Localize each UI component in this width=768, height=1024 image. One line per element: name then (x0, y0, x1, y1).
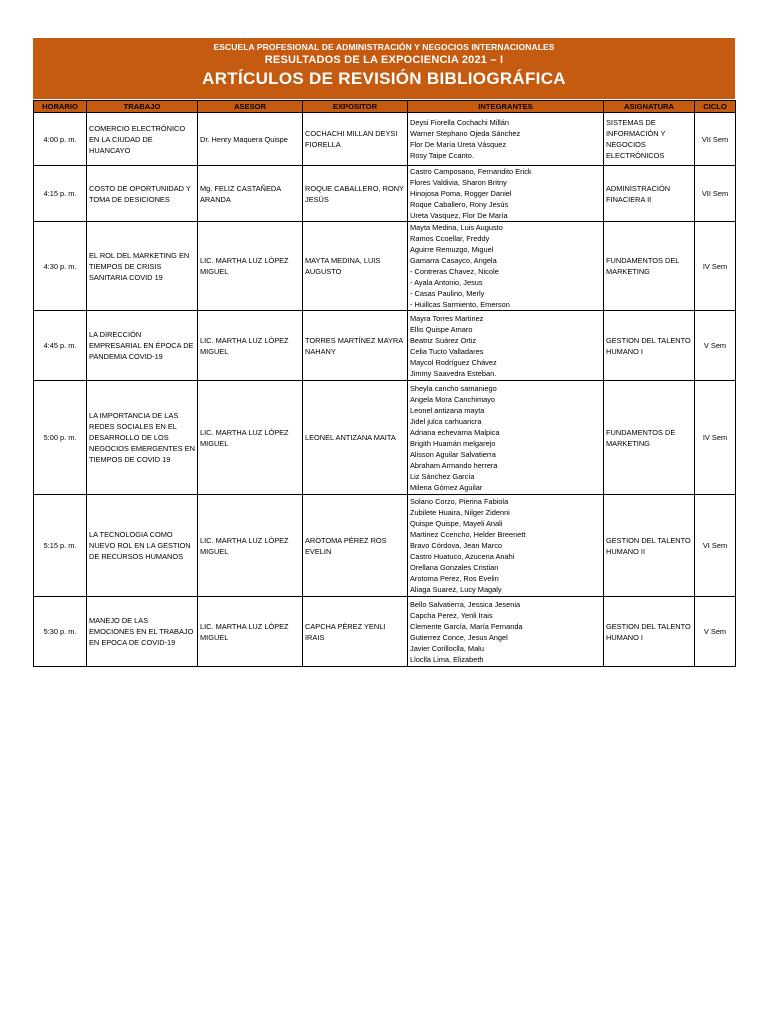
ciclo-cell: V Sem (695, 597, 736, 667)
asignatura-cell: FUNDAMENTOS DE MARKETING (604, 381, 695, 495)
horario-cell: 5:00 p. m. (34, 381, 87, 495)
member-name: Quispe Quispe, Mayeli Anali (410, 519, 503, 528)
table-row (34, 381, 736, 495)
member-name: Deysi Fiorella Cochachi Millán (410, 118, 509, 127)
horario-cell: 4:15 p. m. (34, 166, 87, 222)
member-name: Sheyla cancho samaniego (410, 383, 497, 393)
col-header-ciclo: CICLO (695, 101, 736, 113)
member-name: - Contreras Chavez, Nicole (410, 267, 499, 276)
asesor-cell: LIC. MARTHA LUZ LÓPEZ MIGUEL (198, 222, 303, 311)
member-name: Hinojosa Poma, Rogger Daniel (410, 189, 512, 198)
asesor-cell: Dr. Henry Maquera Quispe (198, 113, 303, 166)
integrantes-cell (408, 597, 604, 667)
asesor-cell: LIC. MARTHA LUZ LÓPEZ MIGUEL (198, 597, 303, 667)
expositor-cell: CAPCHA PÉREZ YENLI IRAIS (303, 597, 408, 667)
member-name: Javier Corilloclla, Malu (410, 643, 484, 653)
member-name: - Ayala Antonio, Jesus (410, 278, 483, 287)
table-row (34, 597, 736, 667)
member-name: Flor De María Ureta Vásquez (410, 140, 507, 149)
asignatura-cell: GESTION DEL TALENTO HUMANO I (604, 597, 695, 667)
integrantes-cell (408, 381, 604, 495)
ciclo-cell: IV Sem (695, 381, 736, 495)
schedule-body (34, 113, 736, 667)
member-name: Castro Camposano, Fernandito Erick (410, 167, 532, 176)
integrantes-cell (408, 495, 604, 597)
col-header-asesor: ASESOR (198, 101, 303, 113)
member-name: Liz Sánchez García (410, 471, 475, 481)
trabajo-cell: LA TECNOLOGIA COMO NUEVO ROL EN LA GESTION DE RECURSOS HUMANOS (87, 495, 198, 597)
ciclo-cell: VII Sem (695, 113, 736, 166)
ciclo-cell: IV Sem (695, 222, 736, 311)
integrantes-cell (408, 166, 604, 222)
table-row (34, 311, 736, 381)
member-name: Alisson Aguilar Salvatierra (410, 449, 496, 459)
asignatura-cell: SISTEMAS DE INFORMACIÓN Y NEGOCIOS ELECTRÓNICOS (604, 113, 695, 166)
member-name: Mayta Medina, Luis Augusto (410, 223, 503, 232)
member-name: Beatriz Suárez Ortiz (410, 335, 477, 345)
member-name: Leonel antizana mayta (410, 405, 485, 415)
member-name: Aliaga Suarez, Lucy Magaly (410, 585, 502, 594)
member-name: Bravo Córdova, Jean Marco (410, 541, 503, 550)
col-header-trabajo: TRABAJO (87, 101, 198, 113)
results-subtitle: RESULTADOS DE LA EXPOCIENCIA 2021 – I (264, 54, 504, 66)
member-name: Gutierrez Conce, Jesus Angel (410, 632, 508, 642)
member-name: Maycol Rodríguez Chávez (410, 357, 497, 367)
trabajo-cell: MANEJO DE LAS EMOCIONES EN EL TRABAJO EN EPOCA DE COVID-19 (87, 597, 198, 667)
integrantes-cell (408, 311, 604, 381)
member-name: Ureta Vasquez, Flor De María (410, 211, 508, 220)
member-name: Zubilete Huaira, Nilger Zidenni (410, 508, 510, 517)
horario-cell: 4:45 p. m. (34, 311, 87, 381)
integrantes-cell (408, 222, 604, 311)
member-name: Jidel julca carhuaricra (410, 416, 482, 426)
integrantes-cell (408, 113, 604, 166)
ciclo-cell: V Sem (695, 311, 736, 381)
expositor-cell: ROQUE CABALLERO, RONY JESÚS (303, 166, 408, 222)
member-name: Ellis Quispe Amaro (410, 324, 473, 334)
member-name: Jimmy Saavedra Esteban. (410, 368, 497, 378)
member-name: Ramos Ccoellar, Freddy (410, 234, 490, 243)
header-row (34, 101, 736, 113)
member-name: Solano Corzo, Pierina Fabiola (410, 497, 509, 506)
ciclo-cell: VII Sem (695, 166, 736, 222)
member-name: Castro Huatuco, Azucena Anahi (410, 552, 515, 561)
member-name: Angela Mora Canchimayo (410, 394, 496, 404)
member-name: Arotoma Perez, Ros Evelin (410, 574, 499, 583)
trabajo-cell: LA DIRECCIÓN EMPRESARIAL EN ÉPOCA DE PANDEMIA COVID-19 (87, 311, 198, 381)
member-name: Lloclla Lima, Elizabeth (410, 654, 484, 664)
member-name: Milena Gómez Aguilar (410, 482, 483, 492)
horario-cell: 5:15 p. m. (34, 495, 87, 597)
expositor-cell: MAYTA MEDINA, LUIS AUGUSTO (303, 222, 408, 311)
asignatura-cell: GESTION DEL TALENTO HUMANO I (604, 311, 695, 381)
table-row (34, 222, 736, 311)
horario-cell: 5:30 p. m. (34, 597, 87, 667)
member-name: Flores Valdivia, Sharon Britny (410, 178, 507, 187)
horario-cell: 4:00 p. m. (34, 113, 87, 166)
member-name: Mayra Torres Martinez (410, 313, 484, 323)
member-name: Clemente García, María Fernanda (410, 621, 523, 631)
asignatura-cell: FUNDAMENTOS DEL MARKETING (604, 222, 695, 311)
ciclo-cell: VI Sem (695, 495, 736, 597)
col-header-asignatura: ASIGNATURA (604, 101, 695, 113)
report-title: ARTÍCULOS DE REVISIÓN BIBLIOGRÁFICA (202, 69, 566, 88)
col-header-expositor: EXPOSITOR (303, 101, 408, 113)
member-name: Warner Stephano Ojeda Sánchez (410, 129, 521, 138)
trabajo-cell: EL ROL DEL MARKETING EN TIEMPOS DE CRISIS SANITARIA COVID 19 (87, 222, 198, 311)
expositor-cell: TORRES MARTÍNEZ MAYRA NAHANY (303, 311, 408, 381)
report-header (33, 38, 735, 99)
table-row (34, 495, 736, 597)
member-name: Adriana echevarria Malpica (410, 427, 500, 437)
asesor-cell: LIC. MARTHA LUZ LÓPEZ MIGUEL (198, 495, 303, 597)
asesor-cell: Mg. FELIZ CASTAÑEDA ARANDA (198, 166, 303, 222)
member-name: Orellana Gonzales Cristian (410, 563, 499, 572)
member-name: Bello Salvatierra, Jessica Jesenia (410, 599, 521, 609)
col-header-integrantes: INTEGRANTES (408, 101, 604, 113)
member-name: Capcha Perez, Yenli Irais (410, 610, 493, 620)
member-name: Roque Caballero, Rony Jesús (410, 200, 509, 209)
school-name: ESCUELA PROFESIONAL DE ADMINISTRACIÓN Y NEGOCIOS INTERNACIONALES (213, 42, 555, 52)
trabajo-cell: LA IMPORTANCIA DE LAS REDES SOCIALES EN EL DESARROLLO DE LOS NEGOCIOS EMERGENTES EN TIEMPOS DE COVID 19 (87, 381, 198, 495)
table-row (34, 166, 736, 222)
member-name: Martinez Ccencho, Helder Breenett (410, 530, 526, 539)
asesor-cell: LIC. MARTHA LUZ LÓPEZ MIGUEL (198, 311, 303, 381)
member-name: Abraham Armando herrera (410, 460, 498, 470)
member-name: Celia Tucto Valladares (410, 346, 484, 356)
asesor-cell: LIC. MARTHA LUZ LÓPEZ MIGUEL (198, 381, 303, 495)
asignatura-cell: GESTION DEL TALENTO HUMANO II (604, 495, 695, 597)
trabajo-cell: COMERCIO ELECTRÓNICO EN LA CIUDAD DE HUANCAYO (87, 113, 198, 166)
expositor-cell: COCHACHI MILLAN DEYSI FIORELLA (303, 113, 408, 166)
member-name: Gamarra Casayco, Angela (410, 256, 497, 265)
col-header-horario: HORARIO (34, 101, 87, 113)
trabajo-cell: COSTO DE OPORTUNIDAD Y TOMA DE DESICIONES (87, 166, 198, 222)
expositor-cell: AROTOMA PÉREZ ROS EVELIN (303, 495, 408, 597)
member-name: - Casas Paulino, Merly (410, 289, 485, 298)
table-row (34, 113, 736, 166)
member-name: Aguirre Remuzgo, Miguel (410, 245, 494, 254)
member-name: - Huillcas Sarmiento, Emerson (410, 300, 510, 309)
member-name: Rosy Taipe Ccanto. (410, 151, 474, 160)
horario-cell: 4:30 p. m. (34, 222, 87, 311)
member-name: Brigith Huamán melgarejo (410, 438, 496, 448)
asignatura-cell: ADMINISTRACIÓN FINACIERA II (604, 166, 695, 222)
schedule-table (33, 100, 736, 667)
expositor-cell: LEONEL ANTIZANA MAITA (303, 381, 408, 495)
